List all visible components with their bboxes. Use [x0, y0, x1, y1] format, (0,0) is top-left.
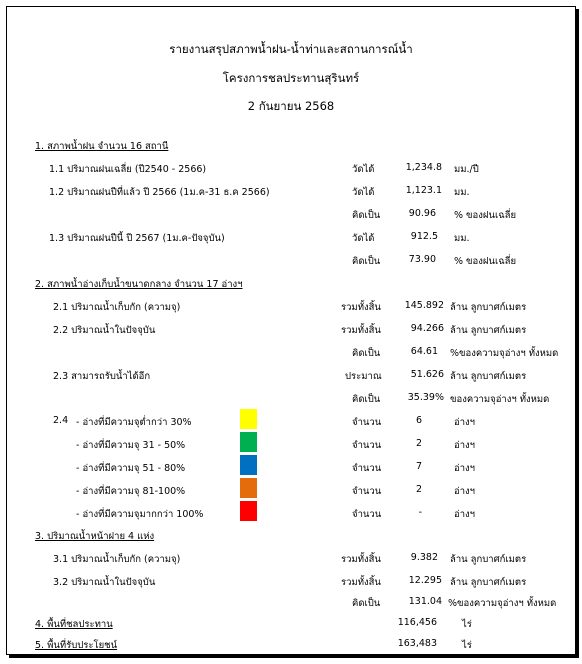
storage-remaining-label: 2.3 สามารถรับน้ำได้อีก: [53, 371, 151, 382]
report-subtitle: โครงการชลประทานสุรินทร์: [222, 71, 360, 85]
storage-current-label: 2.2 ปริมาณน้ำในปัจจุบัน: [53, 325, 156, 336]
level-value-3: 2: [415, 484, 422, 495]
rain-lastyear-pct-key: คิดเป็น: [352, 210, 381, 221]
rain-thisyear-pct-key: คิดเป็น: [352, 256, 381, 267]
rain-lastyear-value: 1,123.1: [405, 185, 442, 196]
level-color-swatch-4: [240, 501, 257, 521]
benefit-area-unit: ไร่: [462, 640, 472, 651]
storage-remaining-value: 51.626: [410, 369, 444, 380]
weir-current-value: 12.295: [408, 575, 442, 586]
rain-lastyear-pct-unit: % ของฝนเฉลี่ย: [454, 210, 517, 221]
level-label-4: - อ่างที่มีความจุมากกว่า 100%: [76, 509, 204, 520]
level-unit-4: อ่างฯ: [454, 509, 476, 520]
storage-current-value: 94.266: [410, 323, 444, 334]
rain-thisyear-label: 1.3 ปริมาณฝนปีนี้ ปี 2567 (1ม.ค-ปัจจุบัน): [49, 233, 225, 244]
level-value-2: 7: [415, 461, 422, 472]
storage-current-key: รวมทั้งสิ้น: [341, 325, 381, 336]
weir-capacity-key: รวมทั้งสิ้น: [341, 554, 381, 565]
report-date: 2 กันยายน 2568: [247, 99, 335, 113]
level-color-swatch-1: [240, 432, 257, 452]
level-value-1: 2: [415, 438, 422, 449]
irrigated-area-value: 116,456: [397, 617, 437, 628]
section-1-title: 1. สภาพน้ำฝน จำนวน 16 สถานี: [35, 141, 169, 152]
weir-current-pct-key: คิดเป็น: [352, 598, 381, 609]
rain-avg-value: 1,234.8: [405, 162, 442, 173]
level-value-4: -: [418, 507, 422, 518]
benefit-area-value: 163,483: [397, 638, 437, 649]
irrigated-area-unit: ไร่: [462, 619, 472, 630]
rain-avg-unit: มม./ปี: [454, 164, 479, 175]
level-unit-2: อ่างฯ: [454, 463, 476, 474]
weir-current-unit: ล้าน ลูกบาศก์เมตร: [450, 577, 527, 588]
rain-lastyear-label: 1.2 ปริมาณฝนปีที่แล้ว ปี 2566 (1ม.ค-31 ธ.ค 2566): [49, 187, 270, 198]
rain-avg-key: วัดได้: [352, 164, 375, 175]
level-key-3: จำนวน: [352, 486, 382, 497]
rain-thisyear-key: วัดได้: [352, 233, 375, 244]
weir-current-key: รวมทั้งสิ้น: [341, 577, 381, 588]
level-unit-3: อ่างฯ: [454, 486, 476, 497]
storage-current-pct-value: 64.61: [410, 346, 438, 357]
rain-lastyear-pct-value: 90.96: [408, 208, 436, 219]
level-label-0: - อ่างที่มีความจุต่ำกว่า 30%: [76, 417, 192, 428]
storage-capacity-label: 2.1 ปริมาณน้ำเก็บกัก (ความจุ): [53, 302, 181, 313]
report-frame: [6, 6, 576, 655]
weir-capacity-unit: ล้าน ลูกบาศก์เมตร: [450, 554, 527, 565]
storage-remaining-key: ประมาณ: [345, 371, 382, 382]
storage-remaining-pct-unit: ของความจุอ่างฯ ทั้งหมด: [450, 394, 550, 405]
rain-lastyear-key: วัดได้: [352, 187, 375, 198]
weir-current-pct-value: 131.04: [408, 596, 442, 607]
storage-capacity-value: 145.892: [404, 300, 444, 311]
rain-lastyear-unit: มม.: [454, 187, 470, 198]
storage-capacity-unit: ล้าน ลูกบาศก์เมตร: [450, 302, 527, 313]
level-color-swatch-3: [240, 478, 257, 498]
rain-avg-label: 1.1 ปริมาณฝนเฉลี่ย (ปี2540 - 2566): [49, 164, 207, 175]
storage-capacity-key: รวมทั้งสิ้น: [341, 302, 381, 313]
level-unit-0: อ่างฯ: [454, 417, 476, 428]
level-key-4: จำนวน: [352, 509, 382, 520]
section-5-title: 5. พื้นที่รับประโยชน์: [35, 640, 118, 651]
section-3-title: 3. ปริมาณน้ำหน้าฝาย 4 แห่ง: [35, 531, 155, 542]
section-4-title: 4. พื้นที่ชลประทาน: [35, 619, 113, 630]
storage-current-unit: ล้าน ลูกบาศก์เมตร: [450, 325, 527, 336]
storage-remaining-unit: ล้าน ลูกบาศก์เมตร: [450, 371, 527, 382]
section-2-title: 2. สภาพน้ำอ่างเก็บน้ำขนาดกลาง จำนวน 17 อ่างฯ: [35, 279, 243, 290]
level-label-2: - อ่างที่มีความจุ 51 - 80%: [76, 463, 186, 474]
rain-thisyear-pct-unit: % ของฝนเฉลี่ย: [454, 256, 517, 267]
weir-capacity-value: 9.382: [410, 552, 438, 563]
report-title: รายงานสรุปสภาพน้ำฝน-น้ำท่าและสถานการณ์น้ำ: [169, 42, 413, 56]
level-section-number: 2.4: [53, 415, 69, 426]
rain-thisyear-unit: มม.: [454, 233, 470, 244]
weir-current-pct-unit: %ของความจุอ่างฯ ทั้งหมด: [448, 598, 557, 609]
storage-current-pct-key: คิดเป็น: [352, 348, 381, 359]
rain-thisyear-pct-value: 73.90: [408, 254, 436, 265]
level-key-2: จำนวน: [352, 463, 382, 474]
level-unit-1: อ่างฯ: [454, 440, 476, 451]
level-key-1: จำนวน: [352, 440, 382, 451]
level-label-3: - อ่างที่มีความจุ 81-100%: [76, 486, 186, 497]
level-key-0: จำนวน: [352, 417, 382, 428]
weir-current-label: 3.2 ปริมาณน้ำในปัจจุบัน: [53, 577, 156, 588]
rain-thisyear-value: 912.5: [410, 231, 438, 242]
level-label-1: - อ่างที่มีความจุ 31 - 50%: [76, 440, 186, 451]
level-color-swatch-2: [240, 455, 257, 475]
storage-remaining-pct-key: คิดเป็น: [352, 394, 381, 405]
weir-capacity-label: 3.1 ปริมาณน้ำเก็บกัก (ความจุ): [53, 554, 181, 565]
storage-current-pct-unit: %ของความจุอ่างฯ ทั้งหมด: [450, 348, 559, 359]
storage-remaining-pct-value: 35.39%: [407, 392, 444, 403]
level-value-0: 6: [415, 415, 422, 426]
level-color-swatch-0: [240, 409, 257, 429]
